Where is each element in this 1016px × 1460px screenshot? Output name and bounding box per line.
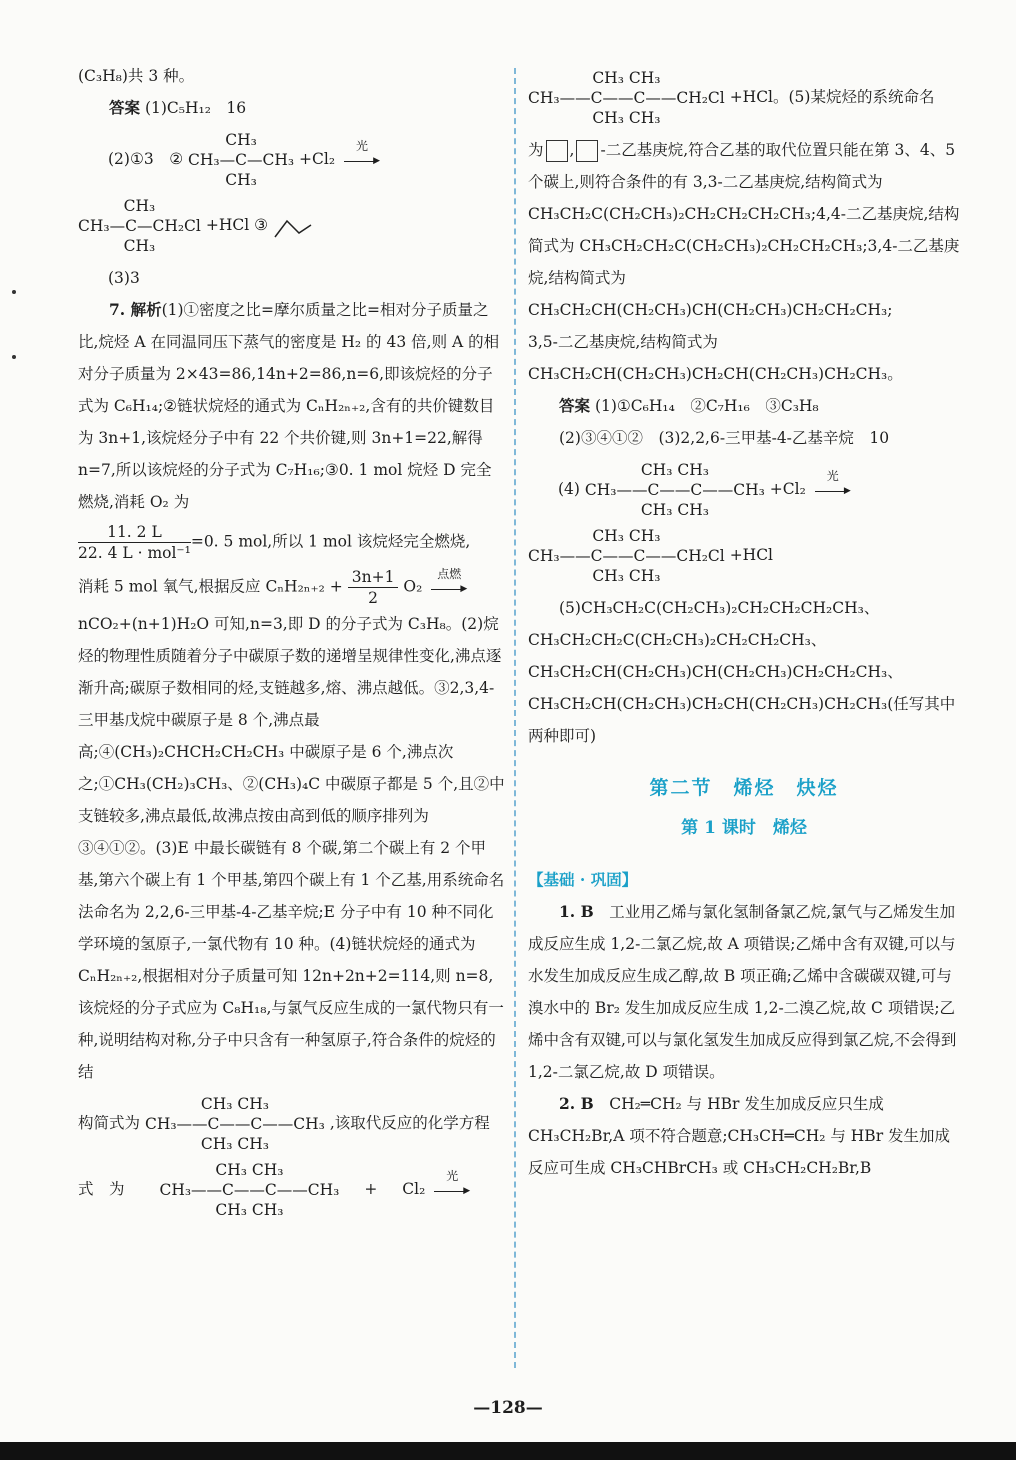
structure-text: —C——C— — [575, 89, 661, 107]
fraction — [78, 522, 191, 563]
structure-text: C — [125, 217, 137, 235]
answer-2-prefix: (2)①3 ② — [108, 150, 184, 168]
paragraph: 构简式为 — [78, 1114, 141, 1132]
structure-text: —CH₂Cl — [660, 89, 725, 107]
structure-text: CH₃ CH₃ — [215, 1201, 284, 1219]
neopentane-structure — [188, 130, 294, 190]
right-column: CH₃ CH₃ CH₃——C——C——CH₂Cl CH₃ CH₃ +HCl。(5)某烷烃的系统命名 为 , -二乙基庚烷,符合乙基的取代位置只能在第 3、4、5 个碳上,则符合条件的有 3,3-二乙基庚烷,结构简式为 CH₃CH₂C(CH₂CH₃)₂CH₂CH₂CH₂CH₃;4,4-二乙基庚烷,结构简式为 CH₃CH₂CH₂C(CH₂CH₃)₂CH₂CH₂CH₃;3,4-二乙基庚烷,结构简式为 CH₃CH₂CH(CH₂CH₃)CH(CH₂CH₃)CH₂CH₂CH₃; 3,5-二乙基庚烷,结构简式为 CH₃CH₂CH(CH₂CH₃)CH₂CH(CH₂CH₃)CH₂CH₃。 答案 (1)①C₆H₁₄ ②C₇H₁₆ ③C₃H₈ (2)③④①② (3)2,2,6-三甲基-4-乙基辛烷 10 (4) CH₃ CH₃ CH₃——C——C——CH₃ CH₃ CH₃ +Cl₂ 光 ▶ CH₃ CH₃ CH₃——C——C——CH₂Cl CH₃ CH₃ +HCl (5)CH₃CH₂C(CH₂CH₃)₂CH₂CH₂CH₂CH₃、 CH₃CH₂CH₂C(CH₂CH₃)₂CH₂CH₂CH₃、 CH₃CH₂CH(CH₂CH₃)CH(CH₂CH₃)CH₂CH₂CH₃、 CH₃CH₂CH(CH₂CH₃)CH₂CH(CH₂CH₃)CH₂CH₃(任写其中两种即可) 第二节 烯烃 炔烃 第 1 课时 烯烃 【基础 · 巩固】 1. B 工业用乙烯与氯化氢制备氯乙烷,氯气与乙烯发生加成反应生成 1,2-二氯乙烷,故 A 项错误;乙烯中含有双键,可以与水发生加成反应生成乙醇,故 B 项正确;乙烯中含碳碳双键,可与溴水中的 Br₂ 发生加成反应生成 1,2-二溴乙烷,故 C 项错误;乙烯中含有双键,可以与氯化氢发生加成反应得到氯乙烷,不会得到 1,2-二氯乙烷,故 D 项错误。 2. B CH₂═CH₂ 与 HBr 发生加成反应只生成 CH₃CH₂Br,A 项不符合题意;CH₃CH═CH₂ 与 HBr 发生加成反应可生成 CH₃CHBrCH₃ 或 CH₃CH₂CH₂Br,B — [528, 69, 960, 1177]
structure-text: —CH₃ — [292, 1181, 340, 1199]
answer-5-line: (5)CH₃CH₂C(CH₂CH₃)₂CH₂CH₂CH₂CH₃、 — [559, 599, 880, 617]
structure-line — [528, 68, 960, 128]
product: +HCl — [205, 216, 250, 234]
paragraph: ,该取代反应的化学方程 — [329, 1114, 490, 1132]
paragraph: CH₂═CH₂ 与 HBr 发生加成反应只生成 CH₃CH₂Br,A 项不符合题意;CH₃CH═CH₂ 与 HBr 发生加成反应可生成 CH₃CHBrCH₃ 或 CH₃CH₂CH₂Br,B — [528, 1095, 951, 1177]
item-marker: ③ — [254, 216, 268, 234]
arrow-condition: 光 — [356, 139, 369, 153]
structure-text: CH₃— — [528, 89, 576, 107]
reaction-arrow: 光 ▶ — [815, 483, 851, 497]
paragraph: 工业用乙烯与氯化氢制备氯乙烷,氯气与乙烯发生加成反应生成 1,2-二氯乙烷,故 A 项错误;乙烯中含有双键,可以与水发生加成反应生成乙醇,故 B 项正确;乙烯中含碳碳双键,可与溴水中的 Br₂ 发生加成反应生成 1,2-二溴乙烷,故 C 项错误;乙烯中含有双键,可以与氯化氢发生加成反应得到氯乙烷,不会得到 1,2-二氯乙烷,故 D 项错误。 — [528, 903, 957, 1081]
structure-text: CH₃ CH₃ — [592, 527, 661, 545]
text-line: (C₃H₈)共 3 种。 — [78, 67, 195, 85]
structure-text: —CH₂Cl — [136, 217, 201, 235]
equation-line — [78, 1160, 506, 1220]
structure-text: —C——C— — [575, 547, 661, 565]
structure-text: CH₃— — [159, 1181, 207, 1199]
question-1-label: 1. B — [559, 902, 594, 921]
blank-box — [546, 140, 568, 162]
structure-text: CH₃ CH₃ — [592, 109, 661, 127]
reagent: +Cl₂ — [299, 150, 336, 168]
question-2-label: 2. B — [559, 1094, 594, 1113]
fraction-numerator: 11. 2 L — [78, 522, 191, 543]
product: +HCl — [729, 546, 774, 564]
column-divider — [514, 68, 516, 1368]
answer-4-prefix: (4) — [558, 480, 580, 498]
structure-text: CH₃— — [78, 217, 126, 235]
reaction-neopentane — [78, 130, 506, 190]
structure-text: CH₃ CH₃ — [592, 69, 661, 87]
structure-text: —C——C— — [632, 481, 718, 499]
structure-text: CH₃ CH₃ — [592, 567, 661, 585]
structure-text: CH₃ — [123, 237, 156, 255]
paragraph: 式 为 — [78, 1180, 125, 1198]
fraction-denominator: 22. 4 L · mol⁻¹ — [78, 544, 191, 562]
section-title: 第二节 烯烃 炔烃 — [649, 777, 839, 799]
reagent: O₂ — [403, 577, 423, 596]
reaction-arrow: 点燃 ▶ — [431, 581, 467, 595]
section-tag: 【基础 · 巩固】 — [528, 870, 638, 889]
scan-dot — [12, 355, 16, 359]
reaction-product — [528, 526, 960, 586]
formula-line: CH₃CH₂CH(CH₂CH₃)CH(CH₂CH₃)CH₂CH₂CH₃; — [528, 301, 893, 319]
arrow-condition: 光 — [446, 1169, 459, 1183]
structure-text: CH₃— — [584, 481, 632, 499]
blank-box — [576, 140, 598, 162]
answer-label: 答案 — [559, 396, 591, 415]
scan-edge — [0, 1442, 1016, 1460]
structure-text: CH₃ CH₃ — [640, 461, 709, 479]
structure-text: —CH₃ — [277, 1115, 325, 1133]
paragraph: 3,5-二乙基庚烷,结构简式为 — [528, 333, 718, 351]
reaction-product — [78, 196, 506, 256]
answer-5-line: CH₃CH₂CH₂C(CH₂CH₃)₂CH₂CH₂CH₃、 — [528, 631, 827, 649]
structure-text: CH₃— — [188, 151, 236, 169]
structure-text: —CH₃ — [247, 151, 295, 169]
question-7-label: 7. 解析 — [109, 300, 162, 319]
fraction-numerator: 3n+1 — [348, 567, 399, 588]
paragraph: nCO₂+(n+1)H₂O 可知,n=3,即 D 的分子式为 C₃H₈。(2)烷烃的物理性质随着分子中碳原子数的递增呈规律性变化,沸点逐渐升高;碳原子数相同的烃,支链越多,熔、沸点越低。③2,3,4-三甲基戊烷中碳原子是 8 个,沸点最高;④(CH₃)₂CHCH₂CH₂CH₃ 中碳原子是 6 个,沸点次之;①CH₃(CH₂)₃CH₃、②(CH₃)₄C 中碳原子都是 5 个,且②中支链较多,沸点最低,故沸点按由高到低的顺序排列为③④①②。(3)E 中最长碳链有 8 个碳,第二个碳上有 2 个甲基,第六个碳上有 1 个甲基,第四个碳上有 1 个乙基,用系统命名法命名为 2,2,6-三甲基-4-乙基辛烷;E 分子中有 10 种不同化学环境的氢原子,一氯代物有 10 种。(4)链状烷烃的通式为 CₙH₂ₙ₊₂,根据相对分子质量可知 12n+2n+2=114,则 n=8,该烷烃的分子式应为 C₈H₁₈,与氯气反应生成的一氯代物只有一种,说明结构对称,分子中只含有一种氢原子,符合条件的烷烃的结 — [78, 615, 505, 1081]
reaction-arrow: 光 ▶ — [434, 1183, 470, 1197]
fraction-denominator: 2 — [368, 589, 379, 607]
structure-text: CH₃ — [225, 131, 257, 149]
paragraph: 消耗 5 mol 氧气,根据反应 CₙH₂ₙ₊₂ + — [78, 577, 343, 596]
structure-text: —C——C— — [206, 1181, 293, 1199]
page-number: —128— — [473, 1398, 543, 1418]
structure-text: CH₃ CH₃ — [215, 1161, 284, 1179]
chloro-structure — [78, 196, 201, 256]
answer-1: (1)①C₆H₁₄ ②C₇H₁₆ ③C₃H₈ — [594, 397, 819, 415]
structure-text: CH₃— — [144, 1115, 193, 1133]
paragraph: +HCl。(5)某烷烃的系统命名 — [729, 88, 935, 106]
structure-text: —CH₂Cl — [660, 547, 725, 565]
structure-text: CH₃ CH₃ — [640, 501, 709, 519]
structure-text: CH₃— — [528, 547, 576, 565]
tetramethylbutane-structure — [585, 460, 765, 520]
arrow-condition: 点燃 — [437, 566, 462, 581]
arrow-condition: 光 — [826, 469, 839, 483]
structure-line — [78, 1094, 506, 1154]
reagent: Cl₂ — [402, 1180, 426, 1198]
answer-5-line: CH₃CH₂CH(CH₂CH₃)CH(CH₂CH₃)CH₂CH₂CH₃、 — [528, 663, 903, 681]
structure-text: CH₃ — [123, 197, 156, 215]
reaction-line — [528, 460, 960, 520]
structure-text: —C——C— — [192, 1115, 278, 1133]
paragraph: =0. 5 mol,所以 1 mol 该烷烃完全燃烧, — [190, 532, 471, 551]
chloro-tetramethyl-structure — [528, 68, 725, 128]
answer-3: (3)3 — [108, 269, 140, 287]
structure-text: CH₃ CH₃ — [200, 1135, 269, 1153]
tetramethylbutane-structure — [159, 1160, 339, 1220]
structure-text: C — [235, 151, 248, 169]
structure-text: —CH₃ — [717, 481, 765, 499]
plus-sign: + — [364, 1180, 378, 1198]
paragraph: -二乙基庚烷,符合乙基的取代位置只能在第 3、4、5 个碳上,则符合条件的有 3,3-二乙基庚烷,结构简式为 CH₃CH₂C(CH₂CH₃)₂CH₂CH₂CH₂CH₃;4,4-二乙基庚烷,结构简式为 CH₃CH₂CH₂C(CH₂CH₃)₂CH₂CH₂CH₃;3,4-二乙基庚烷,结构简式为 — [528, 141, 960, 287]
answer-label: 答案 — [109, 98, 141, 117]
paragraph: (1)①密度之比=摩尔质量之比=相对分子质量之比,烷烃 A 在同温同压下蒸气的密度是 H₂ 的 43 倍,则 A 的相对分子质量为 2×43=86,14n+2=86,n=6,即该烷烃的分子式为 C₆H₁₄;②链状烷烃的通式为 CₙH₂ₙ₊₂,含有的共价键数目为 3n+1,该烷烃分子中有 22 个共价键,则 3n+1=22,解得 n=7,所以该烷烃的分子式为 C₇H₁₆;③0. 1 mol 烷烃 D 完全燃烧,消耗 O₂ 为 — [78, 301, 500, 511]
reagent: +Cl₂ — [769, 480, 806, 498]
tetramethylbutane-structure — [145, 1094, 325, 1154]
reaction-arrow: 光 ▶ — [344, 153, 380, 167]
left-column — [78, 60, 506, 1226]
structure-text: CH₃ — [225, 171, 257, 189]
answer-5-line: CH₃CH₂CH(CH₂CH₃)CH₂CH(CH₂CH₃)CH₂CH₃(任写其中两种即可) — [528, 695, 956, 745]
structure-text: CH₃ CH₃ — [200, 1095, 269, 1113]
formula-line: CH₃CH₂CH(CH₂CH₃)CH₂CH(CH₂CH₃)CH₂CH₃。 — [528, 365, 903, 383]
skeletal-formula-icon — [273, 211, 313, 241]
lesson-title: 第 1 课时 烯烃 — [681, 818, 807, 838]
answer-1: (1)C₅H₁₂ 16 — [144, 99, 247, 117]
chloro-tetramethyl-structure — [528, 526, 725, 586]
fraction — [348, 567, 399, 608]
scan-dot — [12, 290, 16, 294]
paragraph: 为 — [528, 141, 544, 159]
answer-2: (2)③④①② (3)2,2,6-三甲基-4-乙基辛烷 10 — [559, 429, 890, 447]
